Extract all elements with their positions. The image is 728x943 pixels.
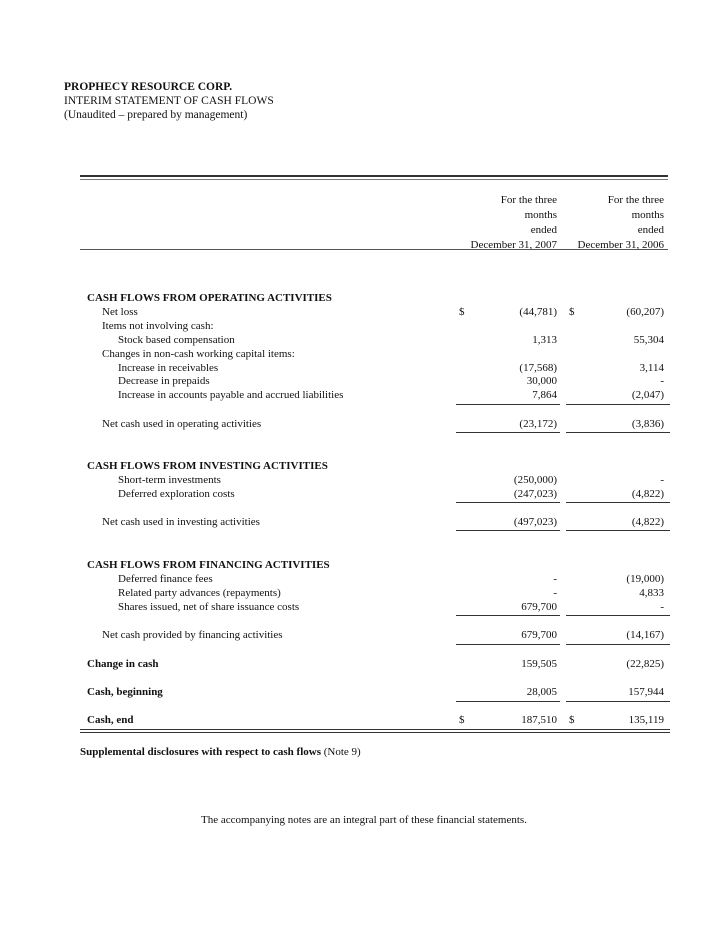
column-header-2007: For the three months ended December 31, 2007 <box>470 194 557 251</box>
table-row-subheading: Changes in non-cash working capital items: <box>102 348 295 360</box>
table-row-operating-total: Net cash used in operating activities (23,172) (3,836) <box>102 418 664 430</box>
footer-note: The accompanying notes are an integral part of these financial statements. <box>201 814 527 826</box>
table-row-change-in-cash: Change in cash 159,505 (22,825) <box>87 658 664 670</box>
subtotal-rule <box>566 615 670 616</box>
statement-note: (Unaudited – prepared by management) <box>64 109 248 121</box>
total-rule <box>566 530 670 531</box>
table-row-financing-total: Net cash provided by financing activities 679,700 (14,167) <box>102 629 664 641</box>
subtotal-rule <box>566 404 670 405</box>
subtotal-rule <box>456 502 560 503</box>
column-header-2006: For the three months ended December 31, 2006 <box>577 194 664 251</box>
dollar-sign: $ <box>459 306 465 318</box>
section-heading-financing: CASH FLOWS FROM FINANCING ACTIVITIES <box>87 559 330 571</box>
table-row-finance-fees: Deferred finance fees - (19,000) <box>118 573 664 585</box>
dollar-sign: $ <box>569 714 575 726</box>
column-header-rule <box>80 249 668 250</box>
grand-total-double-rule <box>80 729 670 733</box>
table-row-prepaids: Decrease in prepaids 30,000 - <box>118 375 664 387</box>
total-rule <box>566 432 670 433</box>
subtotal-rule <box>456 701 560 702</box>
company-name: PROPHECY RESOURCE CORP. <box>64 81 233 93</box>
table-row-net-loss: Net loss $ (44,781) $ (60,207) <box>102 306 664 318</box>
table-row-payables: Increase in accounts payable and accrued liabilities 7,864 (2,047) <box>118 389 664 401</box>
table-row-receivables: Increase in receivables (17,568) 3,114 <box>118 362 664 374</box>
table-row-shares: Shares issued, net of share issuance costs 679,700 - <box>118 601 664 613</box>
total-rule <box>456 530 560 531</box>
table-top-subrule <box>80 179 668 180</box>
total-rule <box>456 432 560 433</box>
table-row-cash-beginning: Cash, beginning 28,005 157,944 <box>87 686 664 698</box>
table-row-exploration: Deferred exploration costs (247,023) (4,822) <box>118 488 664 500</box>
table-row-related-party: Related party advances (repayments) - 4,833 <box>118 587 664 599</box>
subtotal-rule <box>456 615 560 616</box>
statement-title: INTERIM STATEMENT OF CASH FLOWS <box>64 95 274 107</box>
section-heading-investing: CASH FLOWS FROM INVESTING ACTIVITIES <box>87 460 328 472</box>
table-row-stock-comp: Stock based compensation 1,313 55,304 <box>118 334 664 346</box>
total-rule <box>566 644 670 645</box>
statement-header <box>64 80 274 122</box>
subtotal-rule <box>456 404 560 405</box>
subtotal-rule <box>566 502 670 503</box>
supplemental-disclosure: Supplemental disclosures with respect to cash flows (Note 9) <box>80 746 361 758</box>
dollar-sign: $ <box>569 306 575 318</box>
table-row-cash-end: Cash, end $ 187,510 $ 135,119 <box>87 714 664 726</box>
table-top-rule <box>80 175 668 177</box>
section-heading-operating: CASH FLOWS FROM OPERATING ACTIVITIES <box>87 292 332 304</box>
dollar-sign: $ <box>459 714 465 726</box>
table-row-investing-total: Net cash used in investing activities (497,023) (4,822) <box>102 516 664 528</box>
table-row-subheading: Items not involving cash: <box>102 320 214 332</box>
subtotal-rule <box>566 701 670 702</box>
total-rule <box>456 644 560 645</box>
table-row-short-term: Short-term investments (250,000) - <box>118 474 664 486</box>
